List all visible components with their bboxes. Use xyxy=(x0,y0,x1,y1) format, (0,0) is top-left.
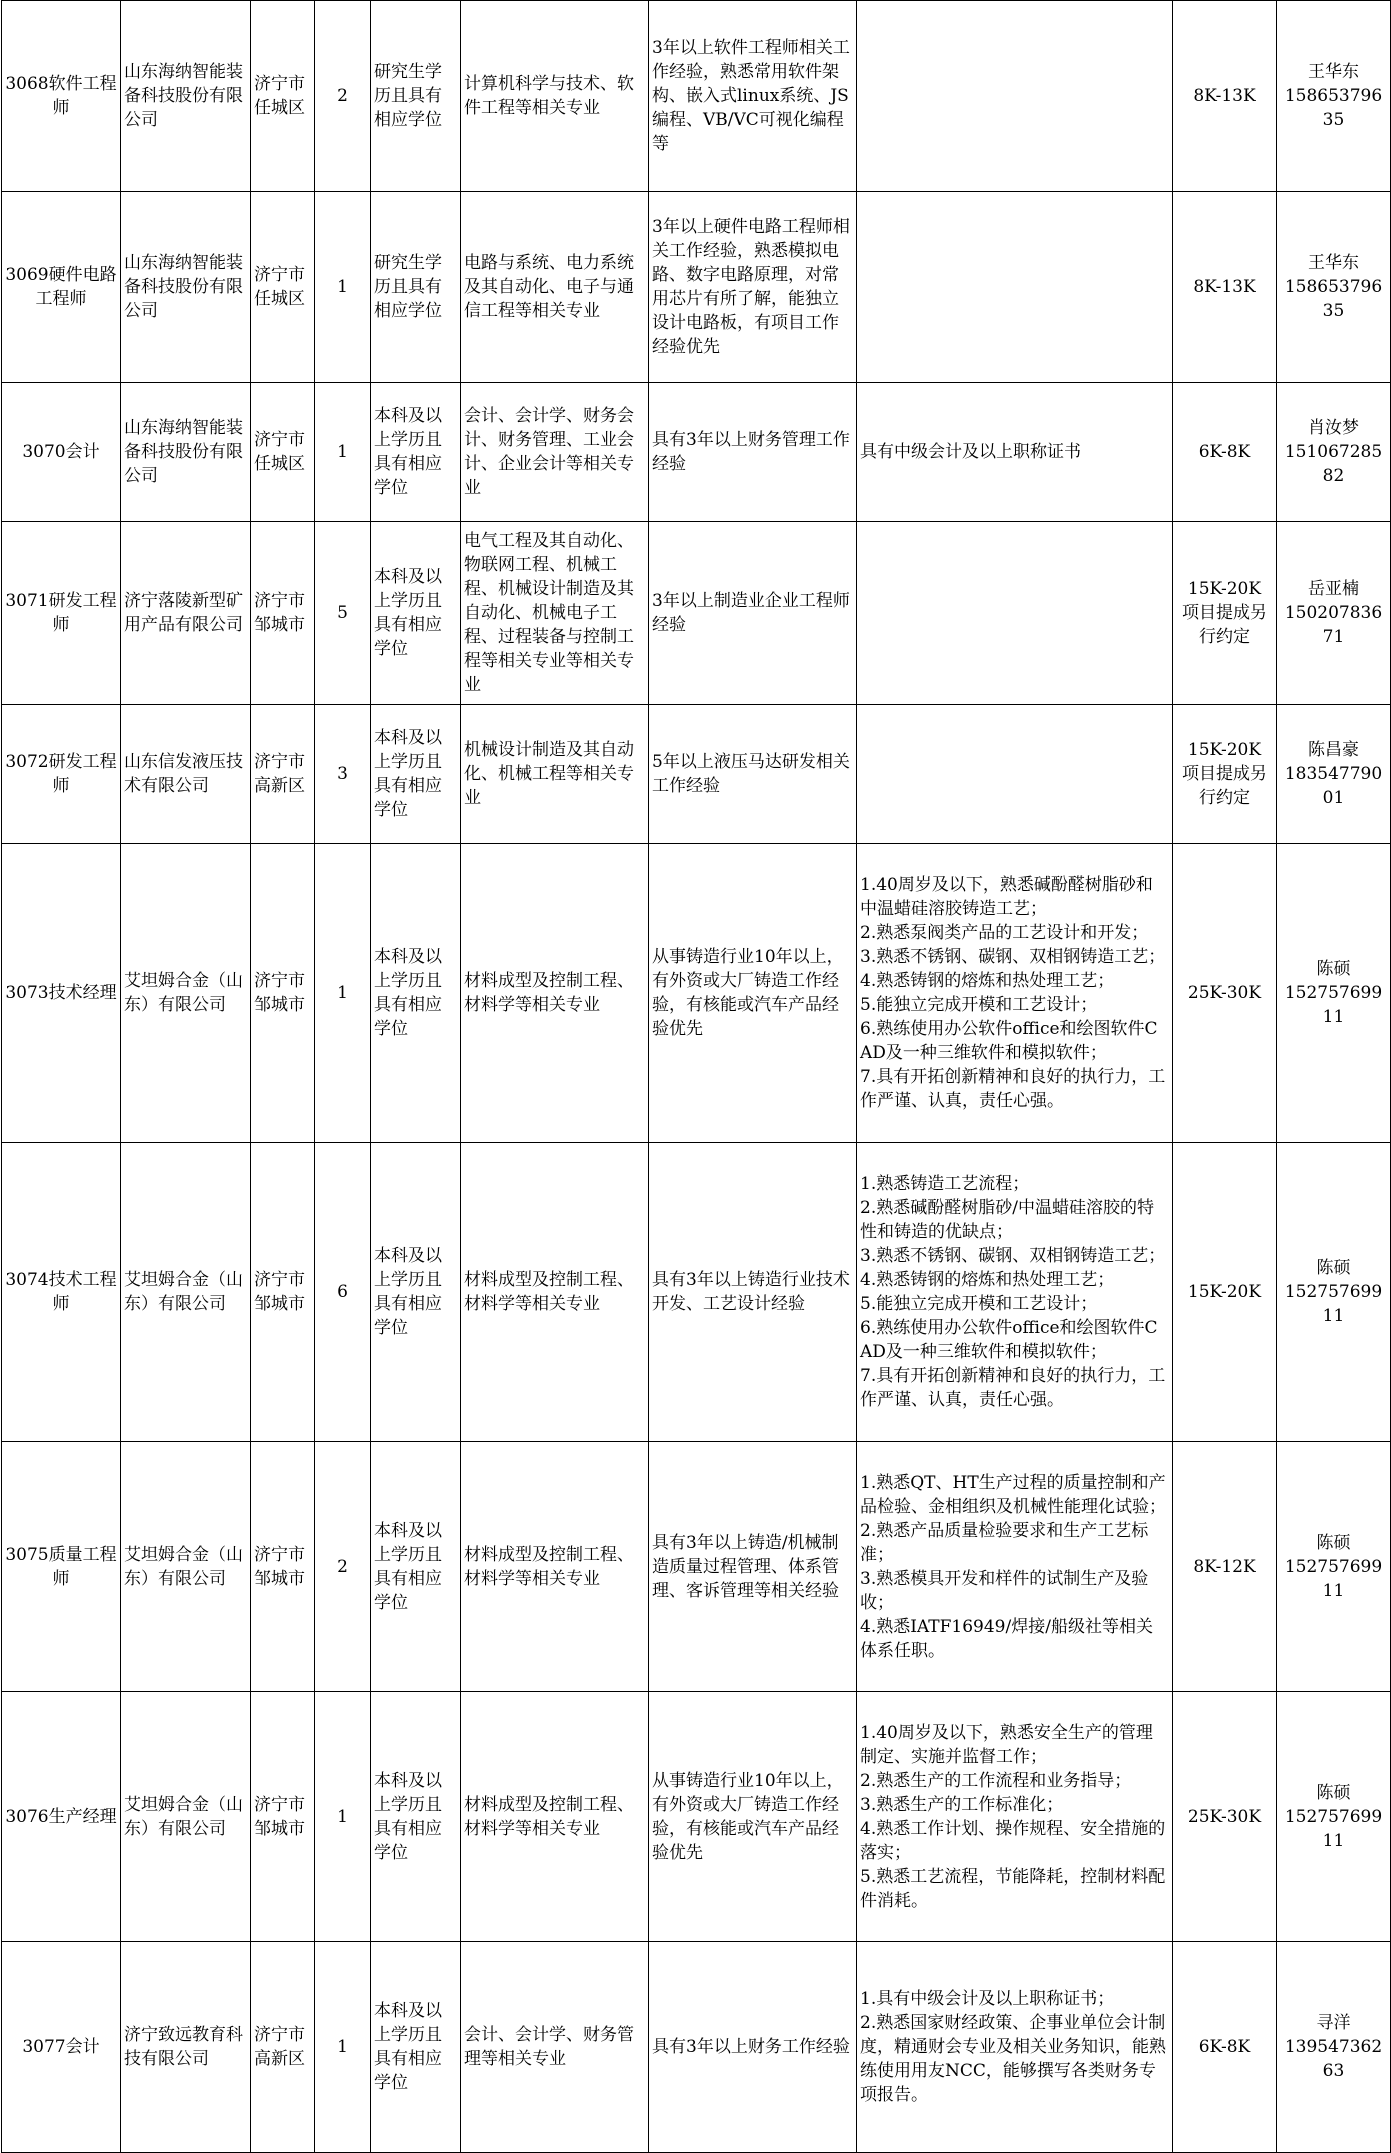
company-name: 艾坦姆合金（山东）有限公司 xyxy=(121,1692,251,1942)
salary: 15K-20K xyxy=(1173,1143,1277,1442)
experience-requirement: 从事铸造行业10年以上，有外资或大厂铸造工作经验，有核能或汽车产品经验优先 xyxy=(649,844,857,1143)
work-location: 济宁市邹城市 xyxy=(251,844,315,1143)
other-requirement: 1.熟悉QT、HT生产过程的质量控制和产品检验、金相组织及机械性能理化试验； 2.熟悉产品质量检验要求和生产工艺标准； 3.熟悉模具开发和样件的试制生产及验收； 4.熟悉IATF16949/焊接/船级社等相关体系任职。 xyxy=(857,1442,1173,1692)
major-requirement: 会计、会计学、财务管理等相关专业 xyxy=(461,1942,649,2153)
other-requirement: 1.40周岁及以下，熟悉碱酚醛树脂砂和中温蜡硅溶胶铸造工艺； 2.熟悉泵阀类产品的工艺设计和开发； 3.熟悉不锈钢、碳钢、双相钢铸造工艺； 4.熟悉铸钢的熔炼和热处理工艺； 5.能独立完成开模和工艺设计； 6.熟练使用办公软件office和绘图软件CAD及一种三维软件和模拟软件； 7.具有开拓创新精神和良好的执行力，工作严谨、认真，责任心强。 xyxy=(857,844,1173,1143)
education-requirement: 研究生学历且具有相应学位 xyxy=(371,192,461,383)
hire-count: 1 xyxy=(315,844,371,1143)
contact-name: 陈硕 xyxy=(1316,1782,1351,1803)
company-name: 山东信发液压技术有限公司 xyxy=(121,705,251,844)
work-location: 济宁市高新区 xyxy=(251,705,315,844)
salary: 15K-20K 项目提成另行约定 xyxy=(1173,705,1277,844)
education-requirement: 本科及以上学历且具有相应学位 xyxy=(371,1692,461,1942)
major-requirement: 会计、会计学、财务会计、财务管理、工业会计、企业会计等相关专业 xyxy=(461,383,649,522)
education-requirement: 本科及以上学历且具有相应学位 xyxy=(371,1143,461,1442)
work-location: 济宁市邹城市 xyxy=(251,1143,315,1442)
job-post: 3077会计 xyxy=(2,1942,121,2153)
contact xyxy=(1277,192,1391,383)
work-location: 济宁市邹城市 xyxy=(251,1442,315,1692)
experience-requirement: 具有3年以上铸造/机械制造质量过程管理、体系管理、客诉管理等相关经验 xyxy=(649,1442,857,1692)
work-location: 济宁市任城区 xyxy=(251,192,315,383)
major-requirement: 材料成型及控制工程、材料学等相关专业 xyxy=(461,844,649,1143)
table-row xyxy=(2,192,1391,383)
salary: 8K-13K xyxy=(1173,192,1277,383)
contact xyxy=(1277,1692,1391,1942)
company-name: 艾坦姆合金（山东）有限公司 xyxy=(121,1442,251,1692)
hire-count: 6 xyxy=(315,1143,371,1442)
salary: 25K-30K xyxy=(1173,844,1277,1143)
contact-phone: 15106728582 xyxy=(1284,442,1383,486)
job-post: 3070会计 xyxy=(2,383,121,522)
job-post: 3072研发工程师 xyxy=(2,705,121,844)
education-requirement: 本科及以上学历且具有相应学位 xyxy=(371,1942,461,2153)
contact-phone: 18354779001 xyxy=(1284,764,1383,808)
other-requirement xyxy=(857,705,1173,844)
contact-phone: 15865379635 xyxy=(1284,277,1383,321)
other-requirement: 具有中级会计及以上职称证书 xyxy=(857,383,1173,522)
table-row xyxy=(2,1942,1391,2153)
table-row xyxy=(2,1143,1391,1442)
major-requirement: 电路与系统、电力系统及其自动化、电子与通信工程等相关专业 xyxy=(461,192,649,383)
job-post: 3073技术经理 xyxy=(2,844,121,1143)
company-name: 山东海纳智能装备科技股份有限公司 xyxy=(121,383,251,522)
table-row xyxy=(2,844,1391,1143)
work-location: 济宁市高新区 xyxy=(251,1942,315,2153)
contact-name: 陈昌豪 xyxy=(1308,740,1359,760)
contact-name: 陈硕 xyxy=(1316,1532,1351,1553)
contact xyxy=(1277,1942,1391,2153)
company-name: 山东海纳智能装备科技股份有限公司 xyxy=(121,1,251,192)
contact xyxy=(1277,844,1391,1143)
contact-name: 岳亚楠 xyxy=(1308,579,1359,599)
table-row xyxy=(2,1442,1391,1692)
table-row xyxy=(2,1,1391,192)
education-requirement: 本科及以上学历且具有相应学位 xyxy=(371,1442,461,1692)
salary: 8K-12K xyxy=(1173,1442,1277,1692)
work-location: 济宁市任城区 xyxy=(251,383,315,522)
other-requirement: 1.具有中级会计及以上职称证书； 2.熟悉国家财经政策、企事业单位会计制度，精通财会专业及相关业务知识，能熟练使用用友NCC，能够撰写各类财务专项报告。 xyxy=(857,1942,1173,2153)
contact xyxy=(1277,383,1391,522)
experience-requirement: 具有3年以上财务管理工作经验 xyxy=(649,383,857,522)
hire-count: 5 xyxy=(315,522,371,705)
job-post: 3071研发工程师 xyxy=(2,522,121,705)
job-listing-table xyxy=(1,0,1391,2153)
other-requirement: 1.熟悉铸造工艺流程； 2.熟悉碱酚醛树脂砂/中温蜡硅溶胶的特性和铸造的优缺点； 3.熟悉不锈钢、碳钢、双相钢铸造工艺； 4.熟悉铸钢的熔炼和热处理工艺； 5.能独立完成开模和工艺设计； 6.熟练使用办公软件office和绘图软件CAD及一种三维软件和模拟软件； 7.具有开拓创新精神和良好的执行力，工作严谨、认真，责任心强。 xyxy=(857,1143,1173,1442)
experience-requirement: 3年以上软件工程师相关工作经验，熟悉常用软件架构、嵌入式linux系统、JS编程、VB/VC可视化编程等 xyxy=(649,1,857,192)
major-requirement: 材料成型及控制工程、材料学等相关专业 xyxy=(461,1143,649,1442)
major-requirement: 材料成型及控制工程、材料学等相关专业 xyxy=(461,1442,649,1692)
contact-phone: 15275769911 xyxy=(1284,1806,1383,1851)
major-requirement: 材料成型及控制工程、材料学等相关专业 xyxy=(461,1692,649,1942)
other-requirement: 1.40周岁及以下，熟悉安全生产的管理制定、实施并监督工作； 2.熟悉生产的工作流程和业务指导； 3.熟悉生产的工作标准化； 4.熟悉工作计划、操作规程、安全措施的落实； 5.熟悉工艺流程，节能降耗，控制材料配件消耗。 xyxy=(857,1692,1173,1942)
work-location: 济宁市邹城市 xyxy=(251,522,315,705)
job-rows xyxy=(2,1,1391,2153)
work-location: 济宁市邹城市 xyxy=(251,1692,315,1942)
education-requirement: 本科及以上学历且具有相应学位 xyxy=(371,705,461,844)
contact-phone: 15865379635 xyxy=(1284,86,1383,130)
major-requirement: 计算机科学与技术、软件工程等相关专业 xyxy=(461,1,649,192)
table-row xyxy=(2,1692,1391,1942)
major-requirement: 电气工程及其自动化、物联网工程、机械工程、机械设计制造及其自动化、机械电子工程、过程装备与控制工程等相关专业等相关专业 xyxy=(461,522,649,705)
company-name: 艾坦姆合金（山东）有限公司 xyxy=(121,1143,251,1442)
hire-count: 1 xyxy=(315,1692,371,1942)
education-requirement: 本科及以上学历且具有相应学位 xyxy=(371,383,461,522)
job-post: 3068软件工程师 xyxy=(2,1,121,192)
contact xyxy=(1277,705,1391,844)
contact xyxy=(1277,522,1391,705)
contact-phone: 15020783671 xyxy=(1284,603,1383,647)
job-post: 3075质量工程师 xyxy=(2,1442,121,1692)
company-name: 济宁致远教育科技有限公司 xyxy=(121,1942,251,2153)
salary: 15K-20K 项目提成另行约定 xyxy=(1173,522,1277,705)
contact xyxy=(1277,1442,1391,1692)
hire-count: 2 xyxy=(315,1,371,192)
company-name: 济宁落陵新型矿用产品有限公司 xyxy=(121,522,251,705)
contact-name: 肖汝梦 xyxy=(1308,418,1359,438)
other-requirement xyxy=(857,192,1173,383)
contact-name: 王华东 xyxy=(1308,253,1359,273)
experience-requirement: 3年以上制造业企业工程师经验 xyxy=(649,522,857,705)
salary: 6K-8K xyxy=(1173,383,1277,522)
job-post: 3074技术工程师 xyxy=(2,1143,121,1442)
company-name: 艾坦姆合金（山东）有限公司 xyxy=(121,844,251,1143)
other-requirement xyxy=(857,522,1173,705)
major-requirement: 机械设计制造及其自动化、机械工程等相关专业 xyxy=(461,705,649,844)
contact xyxy=(1277,1,1391,192)
hire-count: 1 xyxy=(315,1942,371,2153)
hire-count: 1 xyxy=(315,192,371,383)
contact-name: 陈硕 xyxy=(1316,1258,1351,1278)
table-row xyxy=(2,705,1391,844)
contact-name: 王华东 xyxy=(1308,62,1359,82)
education-requirement: 研究生学历且具有相应学位 xyxy=(371,1,461,192)
table-row xyxy=(2,522,1391,705)
education-requirement: 本科及以上学历且具有相应学位 xyxy=(371,522,461,705)
work-location: 济宁市任城区 xyxy=(251,1,315,192)
salary: 6K-8K xyxy=(1173,1942,1277,2153)
contact-phone: 15275769911 xyxy=(1284,983,1383,1027)
contact-phone: 15275769911 xyxy=(1284,1282,1383,1326)
contact xyxy=(1277,1143,1391,1442)
other-requirement xyxy=(857,1,1173,192)
experience-requirement: 具有3年以上铸造行业技术开发、工艺设计经验 xyxy=(649,1143,857,1442)
contact-phone: 13954736263 xyxy=(1284,2037,1383,2081)
job-post: 3076生产经理 xyxy=(2,1692,121,1942)
experience-requirement: 3年以上硬件电路工程师相关工作经验，熟悉模拟电路、数字电路原理，对常用芯片有所了解，能独立设计电路板，有项目工作经验优先 xyxy=(649,192,857,383)
experience-requirement: 5年以上液压马达研发相关工作经验 xyxy=(649,705,857,844)
experience-requirement: 具有3年以上财务工作经验 xyxy=(649,1942,857,2153)
hire-count: 1 xyxy=(315,383,371,522)
experience-requirement: 从事铸造行业10年以上，有外资或大厂铸造工作经验，有核能或汽车产品经验优先 xyxy=(649,1692,857,1942)
hire-count: 3 xyxy=(315,705,371,844)
contact-phone: 15275769911 xyxy=(1284,1556,1383,1601)
table-row xyxy=(2,383,1391,522)
hire-count: 2 xyxy=(315,1442,371,1692)
education-requirement: 本科及以上学历且具有相应学位 xyxy=(371,844,461,1143)
contact-name: 寻洋 xyxy=(1316,2013,1351,2033)
contact-name: 陈硕 xyxy=(1316,959,1351,979)
job-post: 3069硬件电路工程师 xyxy=(2,192,121,383)
salary: 25K-30K xyxy=(1173,1692,1277,1942)
company-name: 山东海纳智能装备科技股份有限公司 xyxy=(121,192,251,383)
salary: 8K-13K xyxy=(1173,1,1277,192)
